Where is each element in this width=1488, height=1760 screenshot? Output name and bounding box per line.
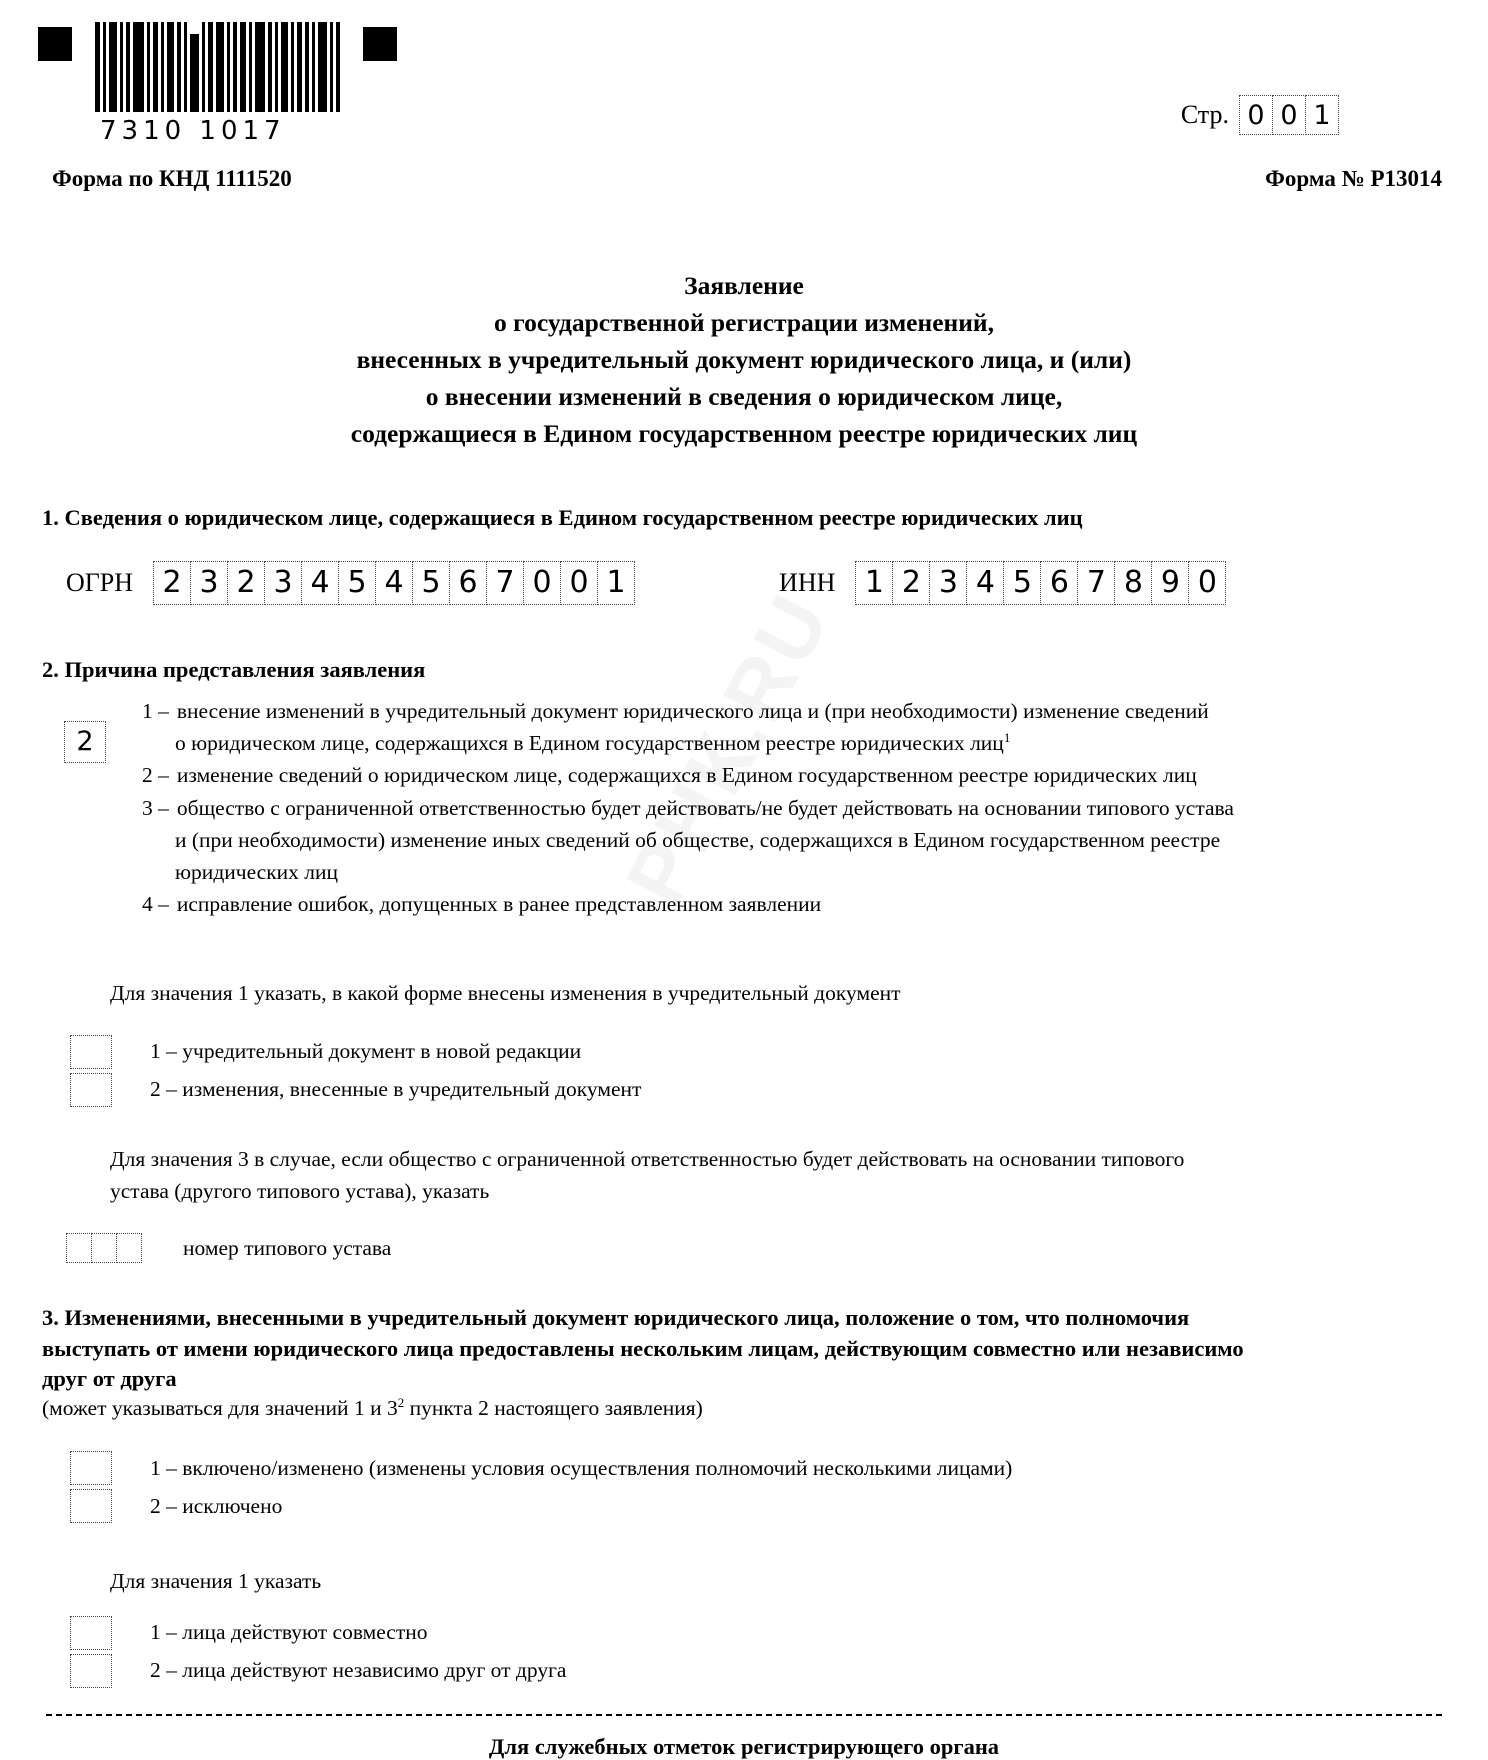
ogrn-cell[interactable]: 1 xyxy=(597,561,635,605)
form-type-label-1: 1 – учредительный документ в новой редакции xyxy=(150,1039,582,1064)
joint-action-label-2: 2 – лица действуют независимо друг от друга xyxy=(150,1658,567,1683)
section-3-heading-line-2: выступать от имени юридического лица предоставлены нескольким лицам, действующим совместно или независимо xyxy=(42,1335,1244,1361)
ogrn-cell[interactable]: 2 xyxy=(153,561,191,605)
ogrn-cell[interactable]: 3 xyxy=(190,561,228,605)
form-number: Форма № Р13014 xyxy=(1265,166,1442,191)
ustav-cell[interactable] xyxy=(66,1233,92,1263)
inn-cell[interactable]: 7 xyxy=(1077,561,1115,605)
page-header xyxy=(0,0,1488,160)
section-3-sub-options xyxy=(0,1616,1488,1688)
ogrn-cell[interactable]: 5 xyxy=(338,561,376,605)
joint-action-option-1[interactable] xyxy=(70,1616,1488,1650)
powers-label-2: 2 – исключено xyxy=(150,1493,283,1518)
option-number: 3 – xyxy=(142,795,169,820)
option-number: 4 – xyxy=(142,892,169,917)
barcode-marker-left xyxy=(38,27,72,61)
reason-option-2[interactable] xyxy=(0,759,1488,791)
section-3-heading-line-3: друг от друга xyxy=(42,1366,177,1392)
option-label: изменение сведений о юридическом лице, содержащихся в Едином государственном реестре юридических лиц xyxy=(176,763,1197,788)
footer-divider xyxy=(46,1714,1442,1716)
inn-cell[interactable]: 0 xyxy=(1188,561,1226,605)
section-2-value-box[interactable] xyxy=(64,721,106,763)
section-2-sub2-note-line-1: Для значения 3 в случае, если общество с ограниченной ответственностью будет действовать на основании типового xyxy=(110,1146,1185,1171)
page-number-field xyxy=(1181,95,1338,135)
inn-cell[interactable]: 3 xyxy=(929,561,967,605)
subnote-post: пункта 2 настоящего заявления) xyxy=(404,1396,703,1421)
reason-value-input[interactable]: 2 xyxy=(64,721,106,763)
ogrn-cell[interactable]: 7 xyxy=(486,561,524,605)
subnote-pre: (может указываться для значений 1 и 3 xyxy=(42,1396,398,1421)
page-number-label: Стр. xyxy=(1180,100,1229,129)
ustav-cell[interactable] xyxy=(116,1233,142,1263)
inn-cell[interactable]: 6 xyxy=(1040,561,1078,605)
section-3-options xyxy=(0,1451,1488,1523)
section-3-subnote xyxy=(42,1396,1488,1421)
powers-label-1: 1 – включено/изменено (изменены условия осуществления полномочий несколькими лицами) xyxy=(150,1455,1013,1480)
inn-label: ИНН xyxy=(779,567,836,597)
title-line-4: о внесении изменений в сведения о юридическом лице, xyxy=(425,381,1063,411)
inn-cell[interactable]: 8 xyxy=(1114,561,1152,605)
title-line-3: внесенных в учредительный документ юридического лица, и (или) xyxy=(356,344,1132,374)
barcode-bars xyxy=(95,22,343,112)
option-number: 2 – xyxy=(142,763,169,788)
option-label: общество с ограниченной ответственностью будет действовать/не будет действовать на основании типового устава xyxy=(176,795,1234,820)
inn-cell[interactable]: 4 xyxy=(966,561,1004,605)
reason-option-1-continued xyxy=(175,727,1488,759)
inn-cell[interactable]: 1 xyxy=(855,561,893,605)
joint-action-option-2[interactable] xyxy=(70,1654,1488,1688)
reason-option-3-continued: и (при необходимости) изменение иных сведений об обществе, содержащихся в Едином государственном реестре xyxy=(175,827,1221,852)
inn-cell[interactable]: 9 xyxy=(1151,561,1189,605)
joint-action-input-1[interactable] xyxy=(70,1616,112,1650)
page-cell[interactable]: 0 xyxy=(1239,95,1273,135)
section-2-heading: 2. Причина представления заявления xyxy=(42,656,426,682)
form-knd-code: Форма по КНД 1111520 xyxy=(52,166,292,191)
ogrn-label: ОГРН xyxy=(66,567,134,597)
ustav-number-row xyxy=(66,1233,1488,1263)
reason-option-3[interactable] xyxy=(0,792,1488,824)
section-2-sub1-note: Для значения 1 указать, в какой форме внесены изменения в учредительный документ xyxy=(110,980,901,1005)
title-line-5: содержащиеся в Едином государственном реестре юридических лиц xyxy=(350,418,1138,448)
ogrn-cell[interactable]: 0 xyxy=(560,561,598,605)
option-label-cont: о юридическом лице, содержащихся в Едином государственном реестре юридических лиц xyxy=(175,731,1004,756)
barcode-marker-right xyxy=(363,27,397,61)
footer-official-use-label: Для служебных отметок регистрирующего органа xyxy=(488,1733,1000,1759)
section-2-body xyxy=(0,695,1488,921)
reason-option-3-continued-2: юридических лиц xyxy=(175,860,339,885)
footnote-marker-1: 1 xyxy=(1003,729,1011,745)
inn-cell[interactable]: 2 xyxy=(892,561,930,605)
footnote-marker-2: 2 xyxy=(397,1395,405,1411)
powers-option-1[interactable] xyxy=(70,1451,1488,1485)
form-type-label-2: 2 – изменения, внесенные в учредительный документ xyxy=(150,1077,642,1102)
section-1-fields xyxy=(66,561,1488,605)
ogrn-cell[interactable]: 4 xyxy=(375,561,413,605)
section-3-heading xyxy=(42,1303,1448,1394)
document-title xyxy=(120,268,1368,453)
option-label: внесение изменений в учредительный документ юридического лица и (при необходимости) изменение сведений xyxy=(176,698,1209,723)
reason-option-1[interactable] xyxy=(0,695,1488,727)
barcode xyxy=(38,22,397,146)
ogrn-cell[interactable]: 6 xyxy=(449,561,487,605)
title-line-2: о государственной регистрации изменений, xyxy=(494,307,994,337)
form-type-input-1[interactable] xyxy=(70,1035,112,1069)
section-3-sub-note: Для значения 1 указать xyxy=(110,1569,322,1594)
barcode-digits: 7310 1017 xyxy=(100,116,286,146)
reason-option-4[interactable] xyxy=(0,888,1488,920)
form-identifiers xyxy=(0,166,1488,206)
page-cell[interactable]: 0 xyxy=(1272,95,1306,135)
ogrn-input[interactable] xyxy=(153,561,634,605)
form-type-option-2[interactable] xyxy=(70,1073,1488,1107)
ustav-number-label: номер типового устава xyxy=(183,1235,392,1260)
form-type-option-1[interactable] xyxy=(70,1035,1488,1069)
ustav-number-input[interactable] xyxy=(66,1233,141,1263)
joint-action-label-1: 1 – лица действуют совместно xyxy=(150,1620,428,1645)
section-3-heading-line-1: 3. Изменениями, внесенными в учредительный документ юридического лица, положение о том, что полномочия xyxy=(42,1305,1190,1331)
ogrn-cell[interactable]: 3 xyxy=(264,561,302,605)
option-label: исправление ошибок, допущенных в ранее представленном заявлении xyxy=(176,892,822,917)
page-number-cells xyxy=(1239,95,1338,135)
option-number: 1 – xyxy=(142,698,169,723)
ogrn-cell[interactable]: 5 xyxy=(412,561,450,605)
inn-cell[interactable]: 5 xyxy=(1003,561,1041,605)
inn-input[interactable] xyxy=(855,561,1225,605)
title-line-1: Заявление xyxy=(684,271,804,300)
powers-option-2[interactable] xyxy=(70,1489,1488,1523)
ustav-cell[interactable] xyxy=(91,1233,117,1263)
page-cell[interactable]: 1 xyxy=(1305,95,1339,135)
form-type-input-2[interactable] xyxy=(70,1073,112,1107)
powers-input-2[interactable] xyxy=(70,1489,112,1523)
section-1-heading: 1. Сведения о юридическом лице, содержащиеся в Едином государственном реестре юридических лиц xyxy=(42,504,1083,530)
section-2-sub2-note-line-2: устава (другого типового устава), указать xyxy=(110,1179,490,1204)
spacer xyxy=(0,921,1488,943)
ogrn-cell[interactable]: 4 xyxy=(301,561,339,605)
section-2-sub1-options xyxy=(0,1035,1488,1107)
powers-input-1[interactable] xyxy=(70,1451,112,1485)
section-2-options xyxy=(0,695,1488,921)
ogrn-cell[interactable]: 0 xyxy=(523,561,561,605)
joint-action-input-2[interactable] xyxy=(70,1654,112,1688)
ogrn-cell[interactable]: 2 xyxy=(227,561,265,605)
